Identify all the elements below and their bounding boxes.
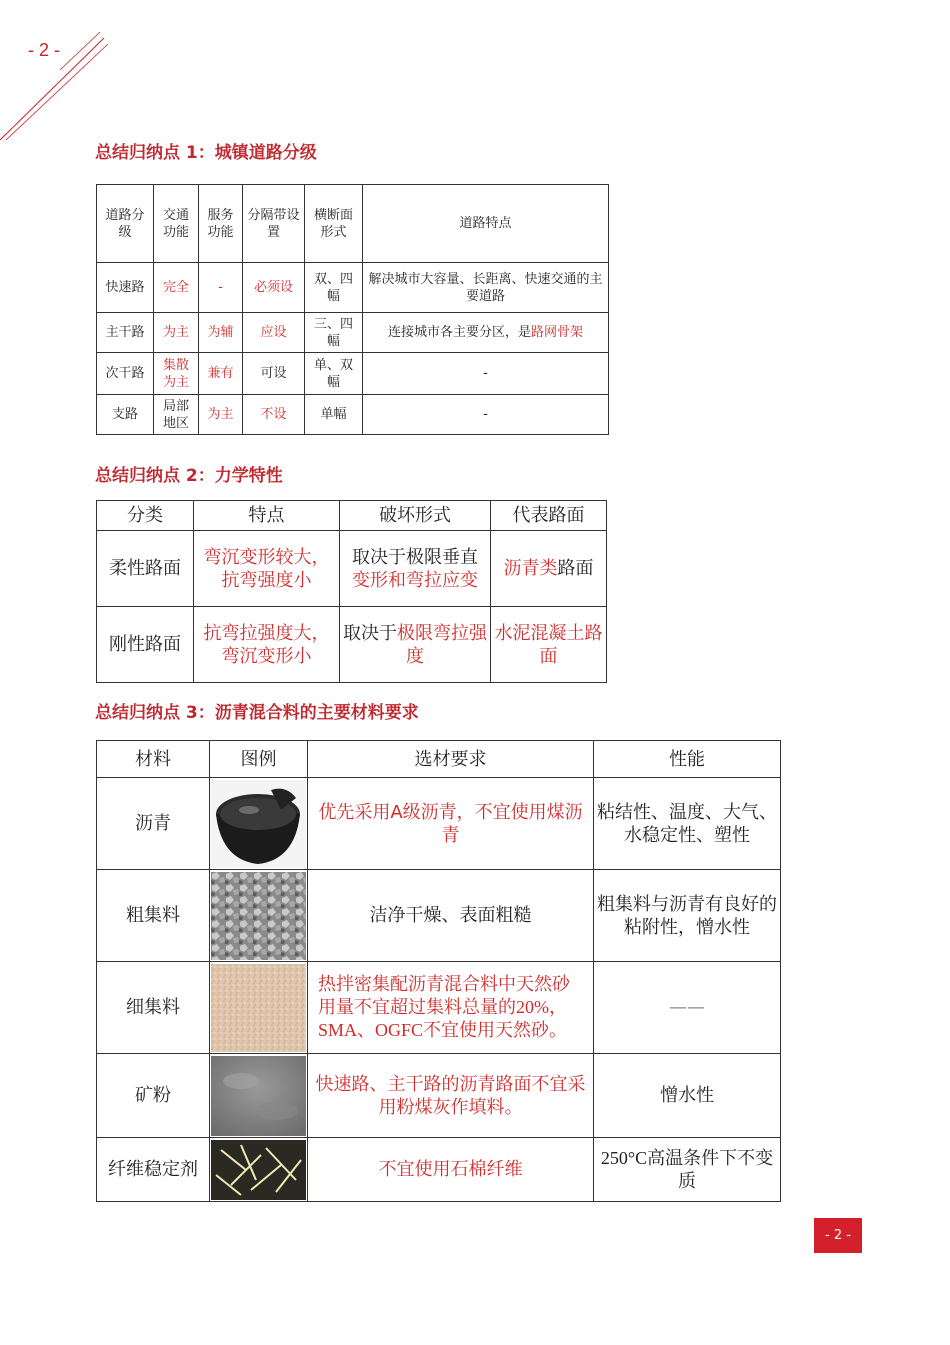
material-name: 矿粉 [97,1054,210,1138]
cross-section: 三、四幅 [305,313,363,353]
section3-heading: 总结归纳点 3：沥青混合料的主要材料要求 [95,703,419,723]
header-cell: 分隔带设置 [243,185,305,263]
table-row [97,395,609,435]
material-property: 憎水性 [594,1054,781,1138]
road-name: 主干路 [97,313,154,353]
failure-mode: 取决于极限弯拉强度 [340,607,491,683]
asphalt-materials-table [96,740,781,1202]
material-name: 沥青 [97,778,210,870]
divider-setting: 应设 [243,313,305,353]
road-name: 快速路 [97,263,154,313]
mechanical-properties-table [96,500,607,683]
corner-decoration [0,0,120,150]
material-requirement: 优先采用A级沥青，不宜使用煤沥青 [308,778,594,870]
table-row [97,353,609,395]
cross-section: 双、四幅 [305,263,363,313]
header-cell: 选材要求 [308,741,594,778]
material-name: 纤维稳定剂 [97,1138,210,1202]
mineral-powder-image [211,1056,306,1136]
table-row [97,531,607,607]
sand-image [211,964,306,1052]
section1-heading: 总结归纳点 1：城镇道路分级 [95,143,317,163]
representative-pavement: 沥青类路面 [491,531,607,607]
service-function: - [199,263,243,313]
divider-setting: 必须设 [243,263,305,313]
traffic-function: 集散为主 [154,353,199,395]
table-row [97,1138,781,1202]
header-cell: 道路分级 [97,185,154,263]
road-classification-table [96,184,609,435]
header-cell: 代表路面 [491,501,607,531]
header-cell: 材料 [97,741,210,778]
material-property: 250°C高温条件下不变质 [594,1138,781,1202]
representative-pavement: 水泥混凝土路面 [491,607,607,683]
fiber-image [211,1140,306,1200]
header-cell: 特点 [194,501,340,531]
material-property: 粗集料与沥青有良好的粘附性，憎水性 [594,870,781,962]
material-image-cell [210,1054,308,1138]
failure-mode: 取决于极限垂直 变形和弯拉应变 [340,531,491,607]
table-row [97,962,781,1054]
traffic-function: 为主 [154,313,199,353]
material-image-cell [210,962,308,1054]
header-cell: 道路特点 [363,185,609,263]
material-requirement: 洁净干燥、表面粗糙 [308,870,594,962]
table-row [97,1054,781,1138]
service-function: 为主 [199,395,243,435]
service-function: 兼有 [199,353,243,395]
material-requirement: 不宜使用石棉纤维 [308,1138,594,1202]
traffic-function: 完全 [154,263,199,313]
material-image-cell [210,870,308,962]
service-function: 为辅 [199,313,243,353]
road-name: 次干路 [97,353,154,395]
divider-setting: 不设 [243,395,305,435]
material-image-cell [210,778,308,870]
table-header-row [97,741,781,778]
divider-setting: 可设 [243,353,305,395]
material-property: 粘结性、温度、大气、水稳定性、塑性 [594,778,781,870]
material-image-cell [210,1138,308,1202]
table-header-row [97,185,609,263]
table-row [97,870,781,962]
table-row [97,607,607,683]
section2-heading: 总结归纳点 2：力学特性 [95,466,283,486]
pavement-type: 柔性路面 [97,531,194,607]
header-cell: 服务功能 [199,185,243,263]
header-cell: 图例 [210,741,308,778]
table-row [97,313,609,353]
material-requirement: 快速路、主干路的沥青路面不宜采用粉煤灰作填料。 [308,1054,594,1138]
road-name: 支路 [97,395,154,435]
pavement-feature: 抗弯拉强度大，弯沉变形小 [194,607,340,683]
page-number-top: - 2 - [28,40,61,60]
header-cell: 性能 [594,741,781,778]
cross-section: 单、双幅 [305,353,363,395]
asphalt-bowl-image [211,780,306,868]
road-feature: 解决城市大容量、长距离、快速交通的主要道路 [363,263,609,313]
header-cell: 分类 [97,501,194,531]
pavement-type: 刚性路面 [97,607,194,683]
gravel-image [211,872,306,960]
header-cell: 交通功能 [154,185,199,263]
pavement-feature: 弯沉变形较大，抗弯强度小 [194,531,340,607]
page-number-badge: - 2 - [814,1218,862,1253]
traffic-function: 局部地区 [154,395,199,435]
cross-section: 单幅 [305,395,363,435]
material-name: 细集料 [97,962,210,1054]
table-row [97,778,781,870]
material-name: 粗集料 [97,870,210,962]
road-feature: - [363,395,609,435]
road-feature: - [363,353,609,395]
table-header-row [97,501,607,531]
material-property: —— [594,962,781,1054]
header-cell: 破坏形式 [340,501,491,531]
table-row [97,263,609,313]
road-feature: 连接城市各主要分区，是路网骨架 [363,313,609,353]
material-requirement: 热拌密集配沥青混合料中天然砂用量不宜超过集料总量的20%，SMA、OGFC不宜使用天然砂。 [308,962,594,1054]
header-cell: 横断面形式 [305,185,363,263]
